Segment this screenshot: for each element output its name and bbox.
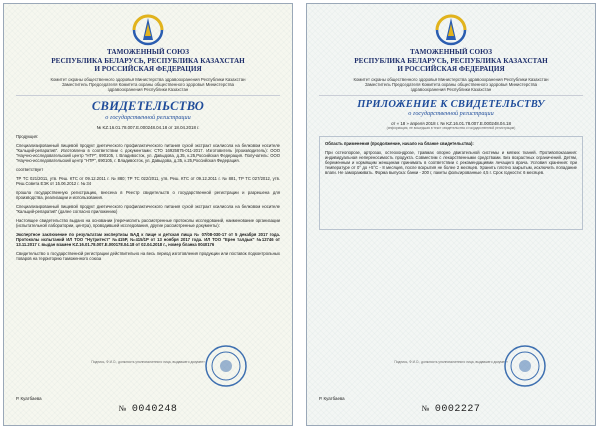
blank-number (4, 404, 292, 415)
certificate-sheet (3, 3, 293, 426)
union-title: ТАМОЖЕННЫЙ СОЮЗ РЕСПУБЛИКА БЕЛАРУСЬ, РЕСПУБЛИКА КАЗАХСТАН И РОССИЙСКАЯ ФЕДЕРАЦИЯ (51, 48, 245, 74)
official-stamp-icon (503, 344, 547, 388)
scope-heading: Область применения (продолжение, начало на бланке свидетельства): (325, 141, 474, 147)
appendix-sheet (306, 3, 596, 426)
signature-hint: Подпись, Ф.И.О., должность уполномоченного лица, выдавшего документ (91, 360, 205, 364)
divider (319, 95, 583, 96)
note-text: Свидетельство о государственной регистрации действительно на весь период изготовления продукции или поставок подконтрольных товаров на территорию таможенного союза (16, 251, 280, 262)
registration-hint: (информация, не вошедшая в текст свидетельства о государственной регистрации) (386, 126, 516, 131)
scope-text: При остеопорозе, артрозах, остеохондрозе, травмах опорно двигательной системы и мягких тканей. Противопоказания: индивидуальная непереносимость продукта. Совместим с лекарственными средствами. Без возрастных ограничений. Детям, беременным и кормящим женщинам принимать в соответствии с рекомендациями лечащего врача. Условия хранения: при температуре от 0° до +5°С - 8 месяцев, после вскрытия не более 2 месяцев. Хранить плотно закрытым, исключить попадание влаги. Не замораживать. Форма выпуска: банки - 200 г, пакеты фольгированные 4,5 г. Срок годности: 6 месяцев. (325, 150, 577, 176)
signature-hint: Подпись, Ф.И.О., должность уполномоченного лица, выдавшего документ (394, 360, 508, 364)
eaeu-emblem-icon (125, 12, 171, 48)
number-value: 0040248 (131, 404, 178, 415)
appendix-subtitle: о государственной регистрации (408, 110, 494, 118)
registration-text: прошла государственную регистрацию, внесена в Реестр свидетельств о государственной регистрации и разрешена для производства, реализации и использования. (16, 190, 280, 201)
conform-text: ТР ТС 021/2011, утв. Реш. КТС от 09.12.2011 г. № 880; ТР ТС 022/2011, утв. Реш. КТС от 09.12.2011 г. № 881, ТР ТС 027/2012, утв. Реш.Совета ЕЭК от 15.06.2012 г. № 34 (16, 176, 280, 187)
signature: Р. Куатбаева (16, 396, 42, 401)
certificate-subtitle: о государственной регистрации (105, 114, 191, 122)
union-title: ТАМОЖЕННЫЙ СОЮЗ РЕСПУБЛИКА БЕЛАРУСЬ, РЕСПУБЛИКА КАЗАХСТАН И РОССИЙСКАЯ ФЕДЕРАЦИЯ (354, 48, 548, 74)
issuer-text: Комитет охраны общественного здоровья Министерства здравоохранения Республики Казахстан Заместитель Председателя Комитета охраны общественного здоровья Министерства здравоохранения Республики Казахстан (353, 76, 549, 93)
product-label: Продукция: (16, 134, 39, 140)
issuer-text: Комитет охраны общественного здоровья Министерства здравоохранения Республики Казахстан Заместитель Председателя Комитета охраны общественного здоровья Министерства здравоохранения Республики Казахстан (50, 76, 246, 93)
certificate-title: СВИДЕТЕЛЬСТВО (91, 99, 205, 114)
blank-number (307, 404, 595, 415)
official-stamp-icon (204, 344, 248, 388)
divider (16, 95, 280, 96)
signature: Р. Куатбаева (319, 396, 345, 401)
registration-number: № KZ.16.01.78.007.Е.000248.04.18 от 18.04.2018 г. (96, 125, 200, 131)
registration-number: от « 18 » апреля 2018 г. № KZ.16.01.78.007.Е.000248.04.18 (391, 121, 511, 127)
scope-box (319, 136, 583, 230)
eaeu-emblem-icon (428, 12, 474, 48)
conform-label: соответствует (16, 167, 44, 173)
basis-text: Экспертное заключение по результатам экспертизы БАД к пище и детская пища № 07/08-030-17 от 5 декабря 2017 года. Протоколы испытаний ИЛ ТОО "Нутритест" №415Р, №415/1Р от 13 ноября 2017 года. ИЛ ТОО "Ерен талдык" №12746 от 13.11.2017 г. выдан взамен KZ.16.01.78.007.Е.000178.04.18 от 02.04.2018 г., номер бланка 0040176 (16, 232, 280, 248)
product-text: Специализированный пищевой продукт диетического профилактического питания сухой экстракт ксилисола на белковом носителе "Кальций-репаратив". Изготовлена в соответствии с документами: СТО 16925875-011-2017. Изготовитель (производитель): ООО "Научно-исследовательский центр "НТР", 690105, г. Владивосток, ул. Давыдова, д.35, к.25,Российская Федерация. Получатель: ООО "Научно-исследовательский центр "НТР", 690105, г. Владивосток, ул. Давыдова, д.35, к.25,Российская Федерация. (16, 143, 280, 164)
number-prefix: № (118, 404, 127, 413)
appendix-title: ПРИЛОЖЕНИЕ К СВИДЕТЕЛЬСТВУ (357, 99, 545, 111)
number-value: 0002227 (434, 404, 481, 415)
usage-text: Специализированный пищевой продукт диетического профилактического питания сухой экстракт ксилисола на белковом носителе "Кальций-репаратив" (далее согласно приложению) (16, 204, 280, 215)
number-prefix: № (421, 404, 430, 413)
validity-text: Настоящее свидетельство выдано на основании (перечислить рассмотренные протоколы исследований, наименование организации (испытательной лаборатории, центра), проводившей исследования, другие рассмотренные документы): (16, 218, 280, 229)
